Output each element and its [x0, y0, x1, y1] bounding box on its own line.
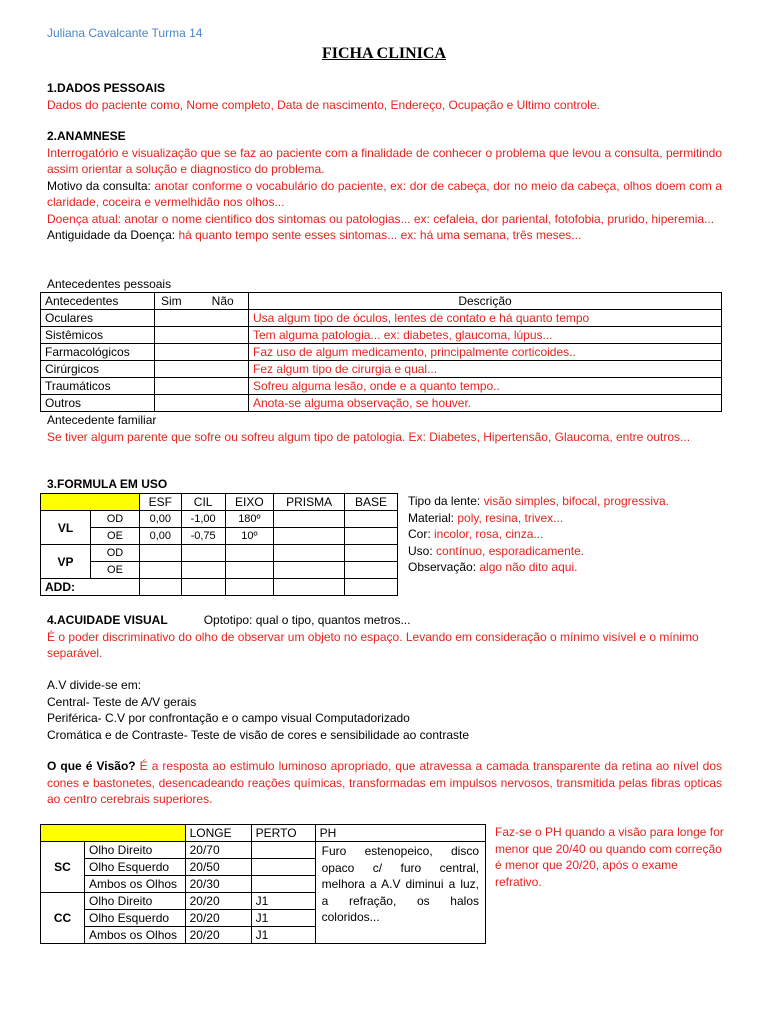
table-cell: 0,00: [139, 511, 181, 528]
table-row: [41, 579, 398, 596]
col-header: LONGE: [185, 825, 251, 842]
table-cell: [345, 562, 398, 579]
motivo-consulta: [47, 178, 722, 211]
table-cell: [155, 310, 249, 327]
ph-side-note: Faz-se o PH quando a visão para longe for menor que 20/40 ou quando com correção é menor que 20/20, após o exame refrativo.: [495, 825, 724, 889]
optotipo-text: Optotipo: qual o tipo, quantos metros...: [203, 613, 411, 627]
text-span: Uso:: [408, 543, 437, 558]
table-cell: 20/20: [185, 910, 251, 927]
section-acuidade: [47, 612, 722, 662]
motivo-label: Motivo da consulta:: [47, 178, 155, 193]
vl-label: VL: [41, 511, 91, 545]
list-item: Periférica- C.V por confrontação e o campo visual Computadorizado: [47, 711, 410, 725]
table-row: [41, 310, 722, 327]
table-cell: [274, 545, 345, 562]
table-cell: Usa algum tipo de óculos, lentes de contato e há quanto tempo: [249, 310, 722, 327]
table-cell: 10º: [225, 528, 274, 545]
table-cell: Traumáticos: [41, 378, 155, 395]
text-span: Material:: [408, 510, 458, 525]
formula-notes: [408, 493, 669, 576]
table-row: [41, 511, 398, 528]
table-cell: [345, 528, 398, 545]
visao-label: O que é Visão?: [47, 759, 140, 773]
col-header: EIXO: [225, 494, 274, 511]
familiar-heading: Antecedente familiar: [47, 413, 157, 427]
table-cell: OD: [91, 545, 140, 562]
table-cell: Anota-se alguma observação, se houver.: [249, 395, 722, 412]
table-cell: [155, 395, 249, 412]
col-header: PERTO: [251, 825, 315, 842]
list-item: Cromática e de Contraste- Teste de visão de cores e sensibilidade ao contraste: [47, 727, 470, 742]
table-cell: [274, 562, 345, 579]
table-row: [41, 344, 722, 361]
table-cell: J1: [251, 910, 315, 927]
section-text: Dados do paciente como, Nome completo, Data de nascimento, Endereço, Ocupação e Ultimo controle.: [47, 97, 600, 112]
table-cell: [181, 545, 225, 562]
text-span: Cor:: [408, 527, 435, 541]
col-header: Antecedentes: [41, 293, 155, 310]
table-cell: [251, 842, 315, 859]
doenca-atual: Doença atual: anotar o nome cientifico dos sintomas ou patologias... ex: cefaleia, dor pariental, fotofobia, prurido, hiperemia...: [47, 211, 715, 226]
text-span: visão simples, bifocal, progressiva.: [483, 494, 670, 508]
text-span: algo não dito aqui.: [479, 560, 578, 574]
section-heading: 2.ANAMNESE: [47, 129, 126, 143]
table-cell: OD: [91, 511, 140, 528]
table-cell: [274, 528, 345, 545]
table-cell: OE: [91, 562, 140, 579]
table-cell: [345, 511, 398, 528]
table-cell: J1: [251, 893, 315, 910]
section-dados-pessoais: [47, 80, 722, 113]
vp-label: VP: [41, 545, 91, 579]
table-cell: [139, 562, 181, 579]
table-row: [41, 545, 398, 562]
table-cell: [251, 876, 315, 893]
text-span: poly, resina, trivex...: [457, 510, 564, 525]
col-header: CIL: [181, 494, 225, 511]
table-cell: Oculares: [41, 310, 155, 327]
divide-heading: A.V divide-se em:: [47, 678, 142, 692]
table-cell: OE: [91, 528, 140, 545]
table-cell: -0,75: [181, 528, 225, 545]
table-cell: [345, 545, 398, 562]
table-row: [41, 562, 398, 579]
table-cell: Olho Direito: [85, 893, 186, 910]
antecedentes-heading: Antecedentes pessoais: [47, 277, 172, 291]
table-cell: [139, 579, 181, 596]
formula-table: [40, 493, 398, 596]
table-cell: [155, 361, 249, 378]
col-header-simnao: [155, 293, 249, 310]
author-name: Juliana Cavalcante Turma 14: [47, 26, 203, 40]
text-span: Tipo da lente:: [408, 494, 484, 508]
formula-corner: [41, 494, 140, 511]
table-row: [41, 378, 722, 395]
text-span: Observação:: [408, 560, 480, 574]
table-cell: [225, 545, 274, 562]
table-cell: [225, 562, 274, 579]
table-cell: [251, 859, 315, 876]
table-cell: 20/20: [185, 893, 251, 910]
antecedentes-table: [40, 292, 722, 412]
table-cell: [155, 327, 249, 344]
table-cell: Outros: [41, 395, 155, 412]
antiguidade-text: há quanto tempo sente esses sintomas... ex: há uma semana, três meses...: [178, 228, 582, 242]
table-row: [41, 842, 486, 859]
text-span: Sim: [161, 294, 182, 308]
table-cell: 180º: [225, 511, 274, 528]
acuidade-def: É o poder discriminativo do olho de observar um objeto no espaço. Levando em consideração o mínimo visível e o mínimo separável.: [47, 629, 699, 660]
table-cell: [155, 344, 249, 361]
section-heading: 1.DADOS PESSOAIS: [47, 81, 166, 95]
table-cell: [225, 579, 274, 596]
table-cell: J1: [251, 927, 315, 944]
section-anamnese: [47, 128, 722, 244]
table-cell: Ambos os Olhos: [85, 927, 186, 944]
list-item: Central- Teste de A/V gerais: [47, 694, 197, 709]
cc-label: CC: [41, 893, 85, 944]
table-cell: Olho Esquerdo: [85, 859, 186, 876]
table-cell: [274, 579, 345, 596]
table-cell: Ambos os Olhos: [85, 876, 186, 893]
motivo-text: anotar conforme o vocabulário do paciente, ex: dor de cabeça, dor no meio da cabeça, olhos doem com a claridade, coceira e vermelhidão nos olhos...: [47, 178, 722, 209]
table-cell: 20/30: [185, 876, 251, 893]
table-cell: 20/70: [185, 842, 251, 859]
text-span: contínuo, esporadicamente.: [436, 543, 585, 558]
table-row: [41, 327, 722, 344]
table-cell: 0,00: [139, 528, 181, 545]
table-cell: -1,00: [181, 511, 225, 528]
table-cell: [181, 579, 225, 596]
anamnese-intro: Interrogatório e visualização que se faz ao paciente com a finalidade de conhecer o problema que levou a consulta, permitindo assim orientar a solução e diagnostico do problema.: [47, 145, 722, 176]
text-span: Não: [211, 294, 234, 308]
table-cell: 20/50: [185, 859, 251, 876]
table-cell: Sofreu alguma lesão, onde e a quanto tempo..: [249, 378, 722, 395]
table-cell: Olho Direito: [85, 842, 186, 859]
text-span: incolor, rosa, cinza...: [434, 527, 544, 541]
table-cell: 20/20: [185, 927, 251, 944]
table-row: [41, 528, 398, 545]
table-cell: [274, 511, 345, 528]
col-header: ESF: [139, 494, 181, 511]
section-heading: 4.ACUIDADE VISUAL: [47, 613, 168, 627]
table-cell: Farmacológicos: [41, 344, 155, 361]
table-cell: Cirúrgicos: [41, 361, 155, 378]
antecedente-familiar: [47, 412, 722, 445]
col-header: PRISMA: [274, 494, 345, 511]
visao-text: É a resposta ao estimulo luminoso apropriado, que atravessa a camada transparente da retina ao nível dos cones e bastonetes, desencadeando reações químicas, transformadas em impulsos nervosos, transmitida pelas fibras opticas ao centro cerebrais superiores.: [47, 759, 723, 806]
table-cell: [345, 579, 398, 596]
table-row: [41, 395, 722, 412]
table-cell: Fez algum tipo de cirurgia e qual...: [249, 361, 722, 378]
table-cell: [181, 562, 225, 579]
col-header: PH: [315, 825, 485, 842]
table-cell: [139, 545, 181, 562]
add-label: ADD:: [41, 579, 140, 596]
page-title: FICHA CLINICA: [321, 45, 446, 62]
col-header: Descrição: [249, 293, 722, 310]
familiar-text: Se tiver algum parente que sofre ou sofreu algum tipo de patologia. Ex: Diabetes, Hipertensão, Glaucoma, entre outros...: [47, 429, 691, 444]
table-cell: Tem alguma patologia... ex: diabetes, glaucoma, lúpus...: [249, 327, 722, 344]
av-divide: [47, 677, 722, 743]
visao-definition: [47, 758, 722, 808]
col-header: BASE: [345, 494, 398, 511]
table-cell: Faz uso de algum medicamento, principalmente corticoides..: [249, 344, 722, 361]
av-corner: [41, 825, 186, 842]
antiguidade: [47, 227, 722, 244]
table-row: [41, 361, 722, 378]
antiguidade-label: Antiguidade da Doença:: [47, 228, 179, 242]
table-cell: [155, 378, 249, 395]
table-cell: Olho Esquerdo: [85, 910, 186, 927]
sc-label: SC: [41, 842, 85, 893]
ph-description: Furo estenopeico, disco opaco c/ furo central, melhora a A.V diminui a luz, a refração, os halos coloridos...: [315, 842, 485, 944]
av-table: [40, 824, 486, 944]
table-cell: Sistêmicos: [41, 327, 155, 344]
formula-heading: 3.FORMULA EM USO: [47, 477, 168, 491]
